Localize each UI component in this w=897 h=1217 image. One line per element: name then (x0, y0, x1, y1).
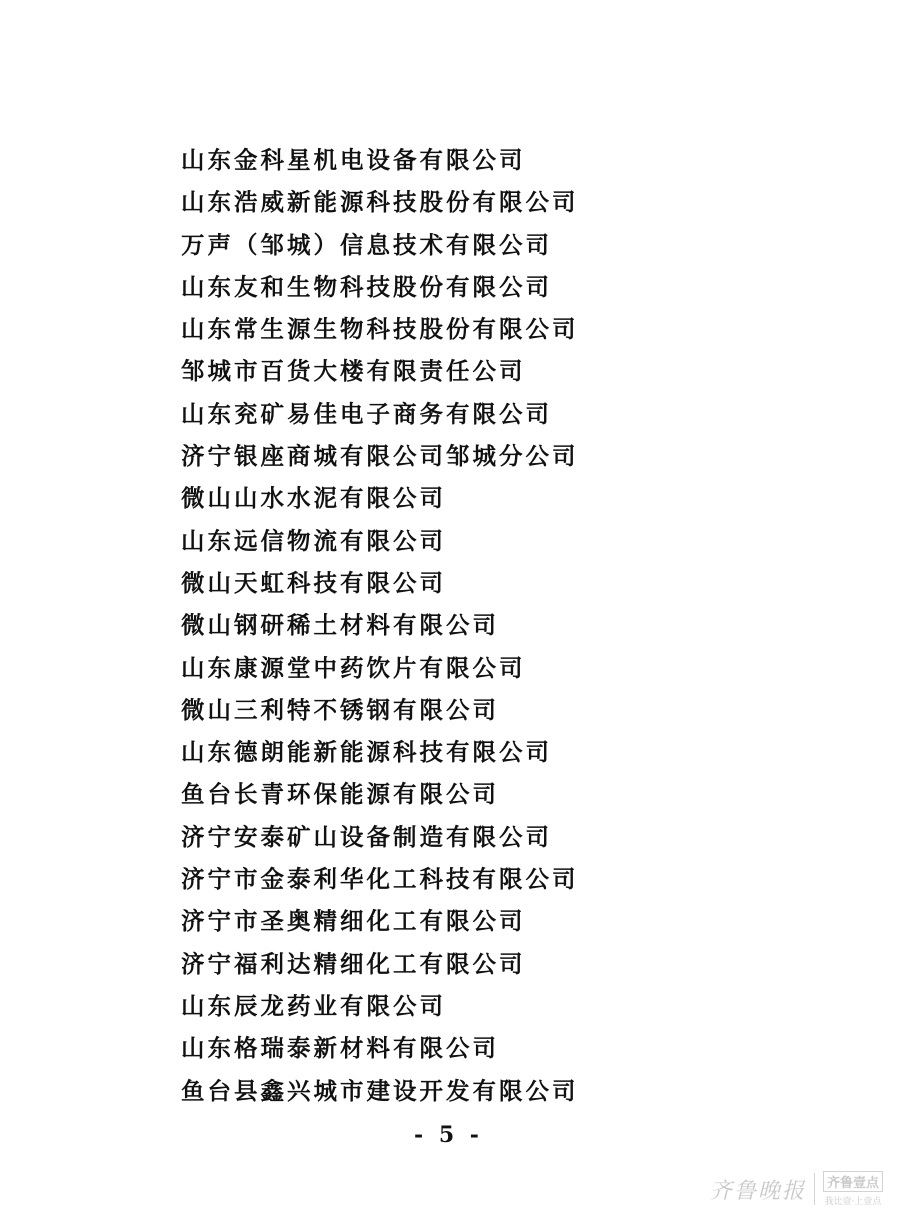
company-list-item: 山东常生源生物科技股份有限公司 (181, 315, 579, 344)
company-list-item: 微山钢研稀土材料有限公司 (181, 611, 499, 640)
company-list-item: 济宁银座商城有限公司邹城分公司 (181, 442, 579, 471)
company-list-item: 济宁市金泰利华化工科技有限公司 (181, 865, 579, 894)
company-list-item: 山东金科星机电设备有限公司 (181, 146, 526, 174)
company-list-item: 山东友和生物科技股份有限公司 (181, 272, 552, 301)
company-list-item: 山东辰龙药业有限公司 (181, 991, 446, 1020)
watermark-brand-box (823, 1171, 883, 1207)
watermark-divider (814, 1173, 815, 1205)
company-list-item: 山东格瑞泰新材料有限公司 (181, 1034, 499, 1063)
company-list-item: 鱼台长青环保能源有限公司 (181, 780, 499, 809)
company-list (181, 139, 579, 1112)
company-list-item: 济宁安泰矿山设备制造有限公司 (181, 822, 552, 851)
company-list-item: 山东德朗能新能源科技有限公司 (181, 738, 552, 767)
company-list-item: 微山三利特不锈钢有限公司 (181, 695, 499, 724)
watermark-brand: 齐鲁壹点 (823, 1171, 883, 1192)
company-list-item: 济宁市圣奥精细化工有限公司 (181, 907, 526, 936)
watermark-slogan: 我比壹·上壹点 (824, 1197, 882, 1207)
company-list-item: 微山天虹科技有限公司 (181, 568, 446, 597)
watermark-name: 齐鲁晚报 (709, 1178, 806, 1204)
company-list-item: 山东兖矿易佳电子商务有限公司 (181, 399, 552, 428)
company-list-item: 济宁福利达精细化工有限公司 (181, 949, 526, 978)
company-list-item: 山东远信物流有限公司 (181, 526, 446, 555)
company-list-item: 鱼台县鑫兴城市建设开发有限公司 (181, 1076, 579, 1105)
company-list-item: 山东浩威新能源科技股份有限公司 (181, 188, 579, 217)
company-list-item: 邹城市百货大楼有限责任公司 (181, 357, 526, 386)
company-list-item: 万声（邹城）信息技术有限公司 (181, 230, 552, 259)
company-list-item: 山东康源堂中药饮片有限公司 (181, 653, 526, 682)
watermark-logo (710, 1171, 883, 1207)
page-number: - 5 - (414, 1122, 483, 1148)
company-list-item: 微山山水水泥有限公司 (181, 484, 446, 513)
